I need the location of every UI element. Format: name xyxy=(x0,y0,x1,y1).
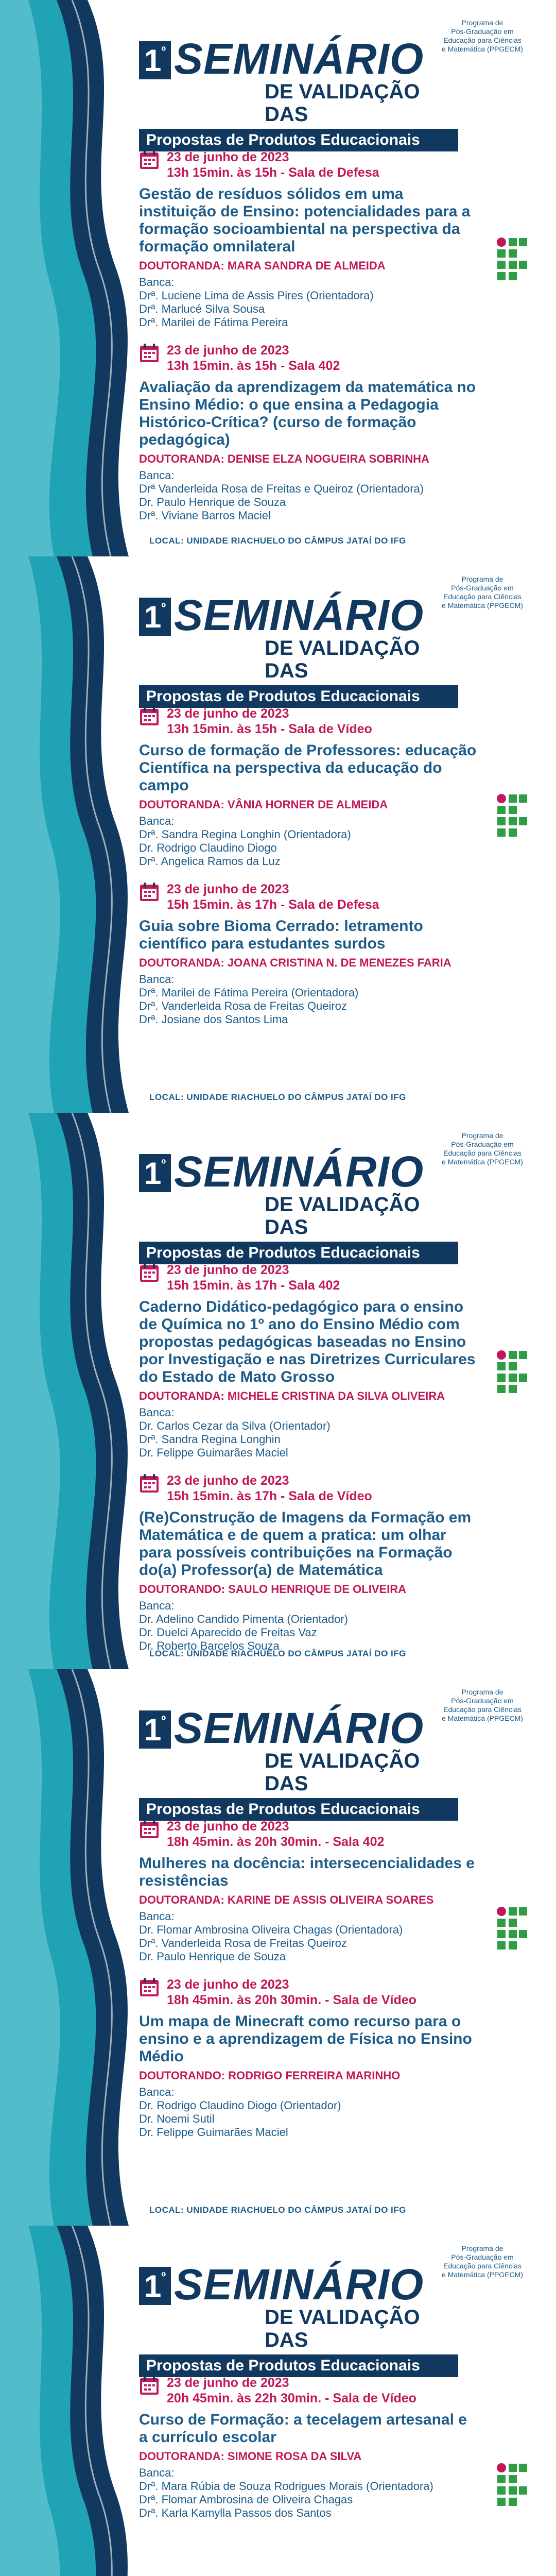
calendar-icon xyxy=(139,1262,160,1283)
session-title: Curso de Formação: a tecelagem artesanal e a currículo escolar xyxy=(139,2411,467,2446)
session-time: 13h 15min. às 15h - Sala de Defesa xyxy=(167,165,379,180)
committee-member: Dr. Adelino Candido Pimenta (Orientador) xyxy=(139,1613,348,1625)
ordinal-badge: $1^º$ xyxy=(139,1154,171,1192)
calendar-icon xyxy=(139,1977,160,1997)
session-date: 23 de junho de 2023 xyxy=(167,2376,289,2390)
session-time: 15h 15min. às 17h - Sala de Defesa xyxy=(167,897,379,912)
committee-member: Drª. Karla Kamylla Passos dos Santos xyxy=(139,2506,332,2519)
calendar-icon xyxy=(139,882,160,902)
committee-list xyxy=(139,1923,479,1963)
event-location: LOCAL: UNIDADE RIACHUELO DO CÂMPUS JATAÍ DO IFG xyxy=(149,536,406,546)
program-name: Programa de Pós-Graduação em Educação para Ciências e Matemática (PPGECM) xyxy=(442,1688,523,1722)
committee-member: Dr. Roberto Barcelos Souza xyxy=(139,1639,280,1652)
session-block xyxy=(139,1819,479,1963)
institution-logo-icon xyxy=(496,1350,527,1399)
committee-member: Drª. Marilei de Fátima Pereira (Orientadora) xyxy=(139,986,359,999)
committee-member: Dr. Noemi Sutil xyxy=(139,2112,215,2125)
committee-list xyxy=(139,986,479,1026)
session-title: (Re)Construção de Imagens da Formação em Matemática e de quem a pratica: um olhar para possíveis contribuições na Formação do(a) Professor(a) de Matemática xyxy=(139,1509,472,1579)
committee-list xyxy=(139,289,479,329)
subtitle-bar: Propostas de Produtos Educacionais xyxy=(139,685,458,708)
seminar-title: SEMINÁRIO xyxy=(174,591,424,639)
institution-logo-icon xyxy=(496,793,527,843)
session-date: 23 de junho de 2023 xyxy=(167,706,289,721)
committee-label: Banca: xyxy=(139,2086,175,2098)
subtitle-bar: Propostas de Produtos Educacionais xyxy=(139,1798,458,1821)
institution-logo-icon xyxy=(496,1906,527,1956)
session-date: 23 de junho de 2023 xyxy=(167,343,289,358)
calendar-icon xyxy=(139,149,160,170)
seminar-header xyxy=(139,591,458,708)
committee-member: Dr. Paulo Henrique de Souza xyxy=(139,496,286,509)
committee-label: Banca: xyxy=(139,1599,175,1612)
committee-member: Dr. Duelci Aparecido de Freitas Vaz xyxy=(139,1626,317,1639)
seminar-title: SEMINÁRIO xyxy=(174,35,424,83)
validation-title: DE VALIDAÇÃO DAS xyxy=(265,1750,420,1795)
event-location: LOCAL: UNIDADE RIACHUELO DO CÂMPUS JATAÍ DO IFG xyxy=(149,2205,406,2215)
committee-label: Banca: xyxy=(139,1406,175,1419)
session-title: Guia sobre Bioma Cerrado: letramento científico para estudantes surdos xyxy=(139,918,423,952)
sessions-list xyxy=(139,706,479,1040)
session-block xyxy=(139,2375,479,2520)
institution-logo-icon xyxy=(496,2463,527,2512)
committee-member: Drª. Marilei de Fátima Pereira xyxy=(139,316,288,329)
seminar-panel xyxy=(0,2226,556,2576)
session-title: Avaliação da aprendizagem da matemática no Ensino Médio: o que ensina a Pedagogia Histórico-Crítica? (curso de formação pedagógica) xyxy=(139,379,476,448)
committee-label: Banca: xyxy=(139,1910,175,1923)
session-time: 18h 45min. às 20h 30min. - Sala de Vídeo xyxy=(167,1993,416,2007)
committee-list xyxy=(139,1613,479,1653)
session-title: Mulheres na docência: intersecencialidades e resistências xyxy=(139,1855,475,1889)
committee-member: Drª. Vanderleida Rosa de Freitas Queiroz xyxy=(139,999,347,1012)
event-location: LOCAL: UNIDADE RIACHUELO DO CÂMPUS JATAÍ DO IFG xyxy=(149,1092,406,1102)
session-time: 13h 15min. às 15h - Sala 402 xyxy=(167,359,340,373)
seminar-title: SEMINÁRIO xyxy=(174,1704,424,1752)
session-time: 15h 15min. às 17h - Sala de Vídeo xyxy=(167,1489,372,1503)
session-block xyxy=(139,343,479,522)
committee-member: Dr. Paulo Henrique de Souza xyxy=(139,1950,286,1963)
session-date: 23 de junho de 2023 xyxy=(167,1977,289,1992)
subtitle-bar: Propostas de Produtos Educacionais xyxy=(139,1242,458,1264)
subtitle-bar: Propostas de Produtos Educacionais xyxy=(139,2354,458,2377)
validation-title: DE VALIDAÇÃO DAS xyxy=(265,80,420,126)
committee-member: Drª. Viviane Barros Maciel xyxy=(139,509,271,522)
committee-list xyxy=(139,482,479,522)
session-title: Caderno Didático-pedagógico para o ensino de Química no 1º ano do Ensino Médio com propostas pedagógicas baseadas no Ensino por Investigação e nas Diretrizes Curriculares do Estado de Mato Grosso xyxy=(139,1298,476,1385)
session-presenter: DOUTORANDA: VÂNIA HORNER DE ALMEIDA xyxy=(139,798,388,811)
session-date: 23 de junho de 2023 xyxy=(167,1819,289,1834)
program-name: Programa de Pós-Graduação em Educação para Ciências e Matemática (PPGECM) xyxy=(442,2244,523,2279)
committee-member: Dr. Rodrigo Claudino Diogo (Orientador) xyxy=(139,2099,341,2112)
committee-member: Dr. Flomar Ambrosina Oliveira Chagas (Orientadora) xyxy=(139,1923,403,1936)
ordinal-badge: $1^º$ xyxy=(139,598,171,636)
subtitle-bar: Propostas de Produtos Educacionais xyxy=(139,129,458,151)
session-time: 13h 15min. às 15h - Sala de Vídeo xyxy=(167,722,372,736)
session-title: Gestão de resíduos sólidos em uma instituição de Ensino: potencialidades para a formação socioambiental na perspectiva da formação omnilateral xyxy=(139,185,471,255)
committee-member: Drª. Vanderleida Rosa de Freitas Queiroz xyxy=(139,1937,347,1950)
event-location: LOCAL: UNIDADE RIACHUELO DO CÂMPUS JATAÍ DO IFG xyxy=(149,1649,406,1658)
program-name: Programa de Pós-Graduação em Educação para Ciências e Matemática (PPGECM) xyxy=(442,575,523,609)
session-presenter: DOUTORANDA: KARINE DE ASSIS OLIVEIRA SOARES xyxy=(139,1893,434,1906)
session-presenter: DOUTORANDO: SAULO HENRIQUE DE OLIVEIRA xyxy=(139,1583,407,1596)
institution-logo-icon xyxy=(496,237,527,286)
seminar-panel xyxy=(0,1113,556,1669)
program-name: Programa de Pós-Graduação em Educação para Ciências e Matemática (PPGECM) xyxy=(442,1131,523,1166)
committee-label: Banca: xyxy=(139,469,175,482)
committee-member: Drª. Mara Rúbia de Souza Rodrigues Morais (Orientadora) xyxy=(139,2480,433,2493)
seminar-header xyxy=(139,1704,458,1821)
program-name: Programa de Pós-Graduação em Educação para Ciências e Matemática (PPGECM) xyxy=(442,19,523,53)
session-presenter: DOUTORANDA: MARA SANDRA DE ALMEIDA xyxy=(139,259,386,272)
sessions-list xyxy=(139,149,479,536)
committee-member: Drª Vanderleida Rosa de Freitas e Queiroz (Orientadora) xyxy=(139,482,424,495)
session-time: 15h 15min. às 17h - Sala 402 xyxy=(167,1278,340,1293)
session-date: 23 de junho de 2023 xyxy=(167,882,289,896)
seminar-panel xyxy=(0,0,556,556)
session-time: 20h 45min. às 22h 30min. - Sala de Vídeo xyxy=(167,2391,416,2405)
session-presenter: DOUTORANDA: SIMONE ROSA DA SILVA xyxy=(139,2450,362,2463)
committee-member: Drª. Marlucé Silva Sousa xyxy=(139,302,265,315)
committee-member: Dr. Rodrigo Claudino Diogo xyxy=(139,841,277,854)
sessions-list xyxy=(139,2375,479,2533)
committee-member: Drª. Flomar Ambrosina de Oliveira Chagas xyxy=(139,2493,353,2506)
committee-label: Banca: xyxy=(139,973,175,986)
session-title: Curso de formação de Professores: educação Científica na perspectiva da educação do campo xyxy=(139,742,477,794)
committee-label: Banca: xyxy=(139,2466,175,2479)
committee-member: Drª. Sandra Regina Longhin xyxy=(139,1433,281,1446)
seminar-panel xyxy=(0,1669,556,2226)
validation-title: DE VALIDAÇÃO DAS xyxy=(265,1193,420,1239)
seminar-panel xyxy=(0,556,556,1113)
calendar-icon xyxy=(139,706,160,726)
validation-title: DE VALIDAÇÃO DAS xyxy=(265,637,420,682)
seminar-title: SEMINÁRIO xyxy=(174,2260,424,2309)
session-presenter: DOUTORANDA: MICHELE CRISTINA DA SILVA OLIVEIRA xyxy=(139,1389,445,1402)
seminar-title: SEMINÁRIO xyxy=(174,1147,424,1196)
session-presenter: DOUTORANDA: DENISE ELZA NOGUEIRA SOBRINHA xyxy=(139,452,429,465)
session-date: 23 de junho de 2023 xyxy=(167,1473,289,1488)
ordinal-badge: $1^º$ xyxy=(139,2267,171,2305)
committee-list xyxy=(139,1419,479,1460)
calendar-icon xyxy=(139,2375,160,2396)
session-title: Um mapa de Minecraft como recurso para o ensino e a aprendizagem de Física no Ensino Médio xyxy=(139,2013,472,2065)
committee-label: Banca: xyxy=(139,276,175,289)
committee-list xyxy=(139,2480,479,2520)
session-time: 18h 45min. às 20h 30min. - Sala 402 xyxy=(167,1835,385,1849)
sessions-list xyxy=(139,1262,479,1666)
calendar-icon xyxy=(139,1473,160,1494)
session-date: 23 de junho de 2023 xyxy=(167,150,289,164)
session-block xyxy=(139,1977,479,2139)
committee-member: Dr. Felippe Guimarães Maciel xyxy=(139,2126,288,2139)
seminar-header xyxy=(139,35,458,151)
validation-title: DE VALIDAÇÃO DAS xyxy=(265,2306,420,2351)
session-block xyxy=(139,1262,479,1460)
seminar-header xyxy=(139,2260,458,2377)
session-presenter: DOUTORANDA: JOANA CRISTINA N. DE MENEZES FARIA xyxy=(139,956,451,969)
session-presenter: DOUTORANDO: RODRIGO FERREIRA MARINHO xyxy=(139,2069,401,2082)
committee-member: Drª. Josiane dos Santos Lima xyxy=(139,1013,288,1026)
committee-label: Banca: xyxy=(139,815,175,827)
sessions-list xyxy=(139,1819,479,2153)
committee-member: Drª. Angelica Ramos da Luz xyxy=(139,855,281,868)
committee-list xyxy=(139,828,479,868)
ordinal-badge: $1^º$ xyxy=(139,41,171,79)
seminar-header xyxy=(139,1147,458,1264)
committee-member: Drª. Sandra Regina Longhin (Orientadora) xyxy=(139,828,351,841)
committee-member: Dr. Carlos Cezar da Silva (Orientador) xyxy=(139,1419,331,1432)
ordinal-badge: $1^º$ xyxy=(139,1710,171,1749)
session-block xyxy=(139,149,479,329)
committee-member: Dr. Felippe Guimarães Maciel xyxy=(139,1446,288,1459)
calendar-icon xyxy=(139,343,160,363)
session-date: 23 de junho de 2023 xyxy=(167,1263,289,1277)
session-block xyxy=(139,882,479,1026)
committee-member: Drª. Luciene Lima de Assis Pires (Orientadora) xyxy=(139,289,374,302)
calendar-icon xyxy=(139,1819,160,1839)
session-block xyxy=(139,1473,479,1653)
session-block xyxy=(139,706,479,868)
committee-list xyxy=(139,2099,479,2139)
